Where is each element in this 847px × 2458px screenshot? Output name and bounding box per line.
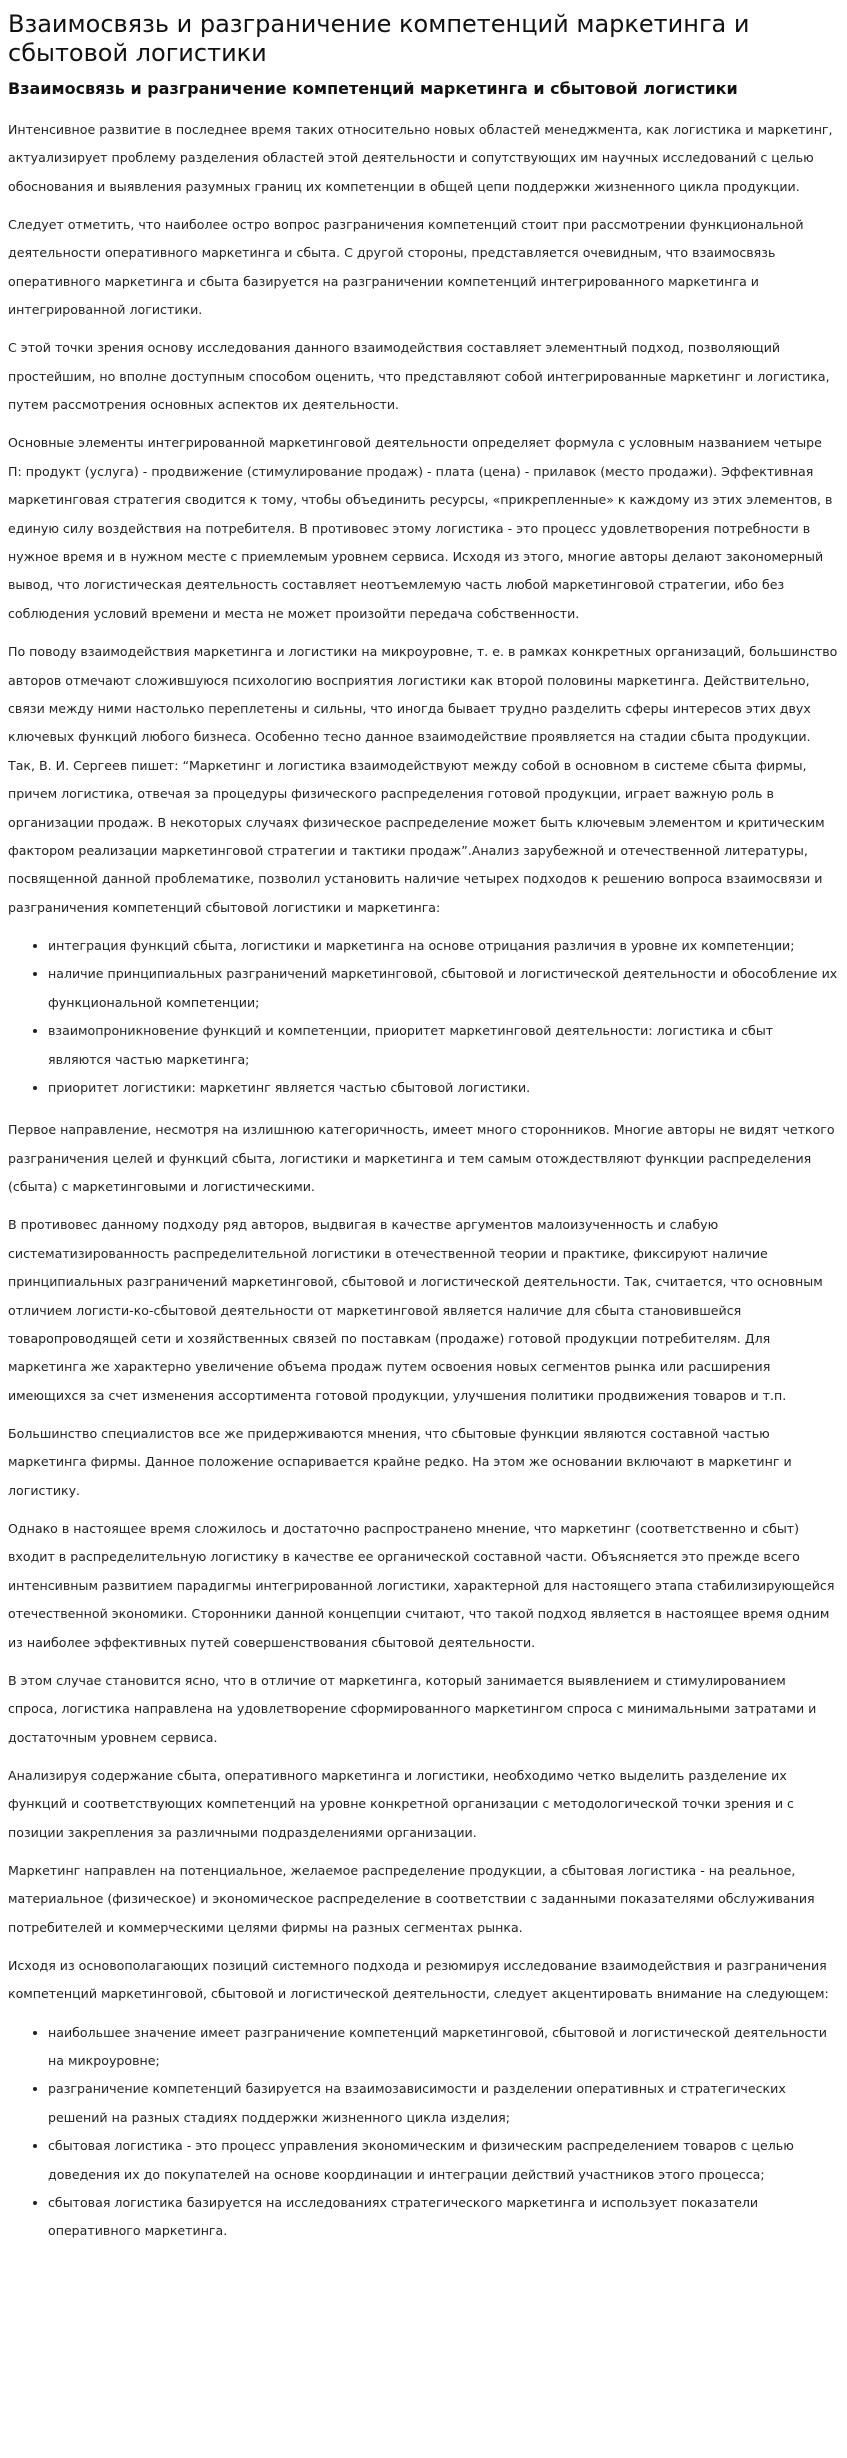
page-title: Взаимосвязь и разграничение компетенций маркетинга и сбытовой логистики: [8, 10, 750, 67]
paragraph: Основные элементы интегрированной маркетинговой деятельности определяет формула с условным названием четыре П: продукт (услуга) - продвижение (стимулирование продаж) - плата (цена) - прилавок (место продажи). Эффективная маркетинговая стратегия сводится к тому, чтобы объединить ресурсы, «прикрепленные» к каждому из этих элементов, в единую силу воздействия на потребителя. В противовес этому логистика - это процесс удовлетворения потребности в нужное время и в нужном месте с приемлемым уровнем сервиса. Исходя из этого, многие авторы делают закономерный вывод, что логистическая деятельность составляет неотъемлемую часть любой маркетинговой стратегии, ибо без соблюдения условий времени и места не может произойти передача собственности.: [8, 435, 833, 621]
list-item: • наличие принципиальных разграничений маркетинговой, сбытовой и логистической деятельности и обособление их функциональной компетенции;: [48, 960, 839, 1017]
paragraph: Большинство специалистов все же придерживаются мнения, что сбытовые функции являются составной частью маркетинга фирмы. Данное положение оспаривается крайне редко. На этом же основании включают в маркетинг и логистику.: [8, 1426, 792, 1498]
paragraph: Исходя из основополагающих позиций системного подхода и резюмируя исследование взаимодействия и разграничения компетенций маркетинговой, сбытовой и логистической деятельности, следует акцентировать внимание на следующем:: [8, 1957, 829, 2002]
paragraph: С этой точки зрения основу исследования данного взаимодействия составляет элементный подход, позволяющий простейшим, но вполне доступным способом оценить, что представляют собой интегрированные маркетинг и логистика, путем рассмотрения основных аспектов их деятельности.: [8, 340, 830, 413]
list-item: • наибольшее значение имеет разграничение компетенций маркетинговой, сбытовой и логистической деятельности на микроуровне;: [48, 2019, 839, 2076]
paragraph: Однако в настоящее время сложилось и достаточно распространено мнение, что маркетинг (соответственно и сбыт) входит в распределительную логистику в качестве ее органической составной части. Объясняется это прежде всего интенсивным развитием парадигмы интегрированной логистики, характерной для настоящего этапа стабилизирующейся отечественной экономики. Сторонники данной концепции считают, что такой подход является в настоящее время одним из наиболее эффективных путей совершенствования сбытовой деятельности.: [8, 1521, 835, 1650]
list-item: • разграничение компетенций базируется на взаимозависимости и разделении оперативных и стратегических решений на разных стадиях поддержки жизненного цикла изделия;: [48, 2075, 839, 2132]
article-title: Взаимосвязь и разграничение компетенций маркетинга и сбытовой логистики: [8, 79, 738, 98]
approaches-list: [8, 932, 839, 1102]
paragraph: В этом случае становится ясно, что в отличие от маркетинга, который занимается выявлением и стимулированием спроса, логистика направлена на удовлетворение сформированного маркетингом спроса с минимальными затратами и достаточным уровнем сервиса.: [8, 1672, 817, 1745]
paragraph: Интенсивное развитие в последнее время таких относительно новых областей менеджмента, как логистика и маркетинг, актуализирует проблему разделения областей этой деятельности и сопутствующих им научных исследований с целью обоснования и выявления разумных границ их компетенции в общей цепи поддержки жизненного цикла продукции.: [8, 122, 833, 194]
conclusions-list: [8, 2019, 839, 2246]
paragraph: Следует отметить, что наиболее остро вопрос разграничения компетенций стоит при рассмотрении функциональной деятельности оперативного маркетинга и сбыта. С другой стороны, представляется очевидным, что взаимосвязь оперативного маркетинга и сбыта базируется на разграничении компетенций интегрированного маркетинга и интегрированной логистики.: [8, 217, 804, 318]
list-item: • взаимопроникновение функций и компетенции, приоритет маркетинговой деятельности: логистика и сбыт являются частью маркетинга;: [48, 1017, 839, 1074]
list-item: • приоритет логистики: маркетинг является частью сбытовой логистики.: [48, 1074, 839, 1102]
paragraph: Первое направление, несмотря на излишнюю категоричность, имеет много сторонников. Многие авторы не видят четкого разграничения целей и функций сбыта, логистики и маркетинга и тем самым отождествляют функции распределения (сбыта) с маркетинговыми и логистическими.: [8, 1122, 835, 1195]
list-item: • сбытовая логистика - это процесс управления экономическим и физическим распределением товаров с целью доведения их до покупателей на основе координации и интеграции действий участников этого процесса;: [48, 2132, 839, 2189]
paragraph: Анализируя содержание сбыта, оперативного маркетинга и логистики, необходимо четко выделить разделение их функций и соответствующих компетенций на уровне конкретной организации с методологической точки зрения и с позиции закрепления за различными подразделениями организации.: [8, 1767, 794, 1840]
paragraph: Маркетинг направлен на потенциальное, желаемое распределение продукции, а сбытовая логистика - на реальное, материальное (физическое) и экономическое распределение в соответствии с заданными показателями обслуживания потребителей и коммерческими целями фирмы на разных сегментах рынка.: [8, 1862, 815, 1935]
paragraph: В противовес данному подходу ряд авторов, выдвигая в качестве аргументов малоизученность и слабую систематизированность распределительной логистики в отечественной теории и практике, фиксируют наличие принципиальных разграничений маркетинговой, сбытовой и логистической деятельности. Так, считается, что основным отличием логисти-ко-сбытовой деятельности от маркетинговой является наличие для сбыта становившейся товаропроводящей сети и хозяйственных связей по поставкам (продаже) готовой продукции потребителям. Для маркетинга же характерно увеличение объема продаж путем освоения новых сегментов рынка или расширения имеющихся за счет изменения ассортимента готовой продукции, улучшения политики продвижения товаров и т.п.: [8, 1217, 823, 1403]
list-item: • сбытовая логистика базируется на исследованиях стратегического маркетинга и использует показатели оперативного маркетинга.: [48, 2189, 839, 2246]
list-item: • интеграция функций сбыта, логистики и маркетинга на основе отрицания различия в уровне их компетенции;: [48, 932, 839, 960]
paragraph: По поводу взаимодействия маркетинга и логистики на микроуровне, т. е. в рамках конкретных организаций, большинство авторов отмечают сложившуюся психологию восприятия логистики как второй половины маркетинга. Действительно, связи между ними настолько переплетены и сильны, что иногда бывает трудно разделить сферы интересов этих двух ключевых функций любого бизнеса. Особенно тесно данное взаимодействие проявляется на стадии сбыта продукции. Так, В. И. Сергеев пишет: “Маркетинг и логистика взаимодействуют между собой в основном в системе сбыта фирмы, причем логистика, отвечая за процедуры физического распределения готовой продукции, играет важную роль в организации продаж. В некоторых случаях физическое распределение может быть ключевым элементом и критическим фактором реализации маркетинговой стратегии и тактики продаж”.Анализ зарубежной и отечественной литературы, посвященной данной проблематике, позволил установить наличие четырех подходов к решению вопроса взаимосвязи и разграничения компетенций сбытовой логистики и маркетинга:: [8, 644, 838, 915]
